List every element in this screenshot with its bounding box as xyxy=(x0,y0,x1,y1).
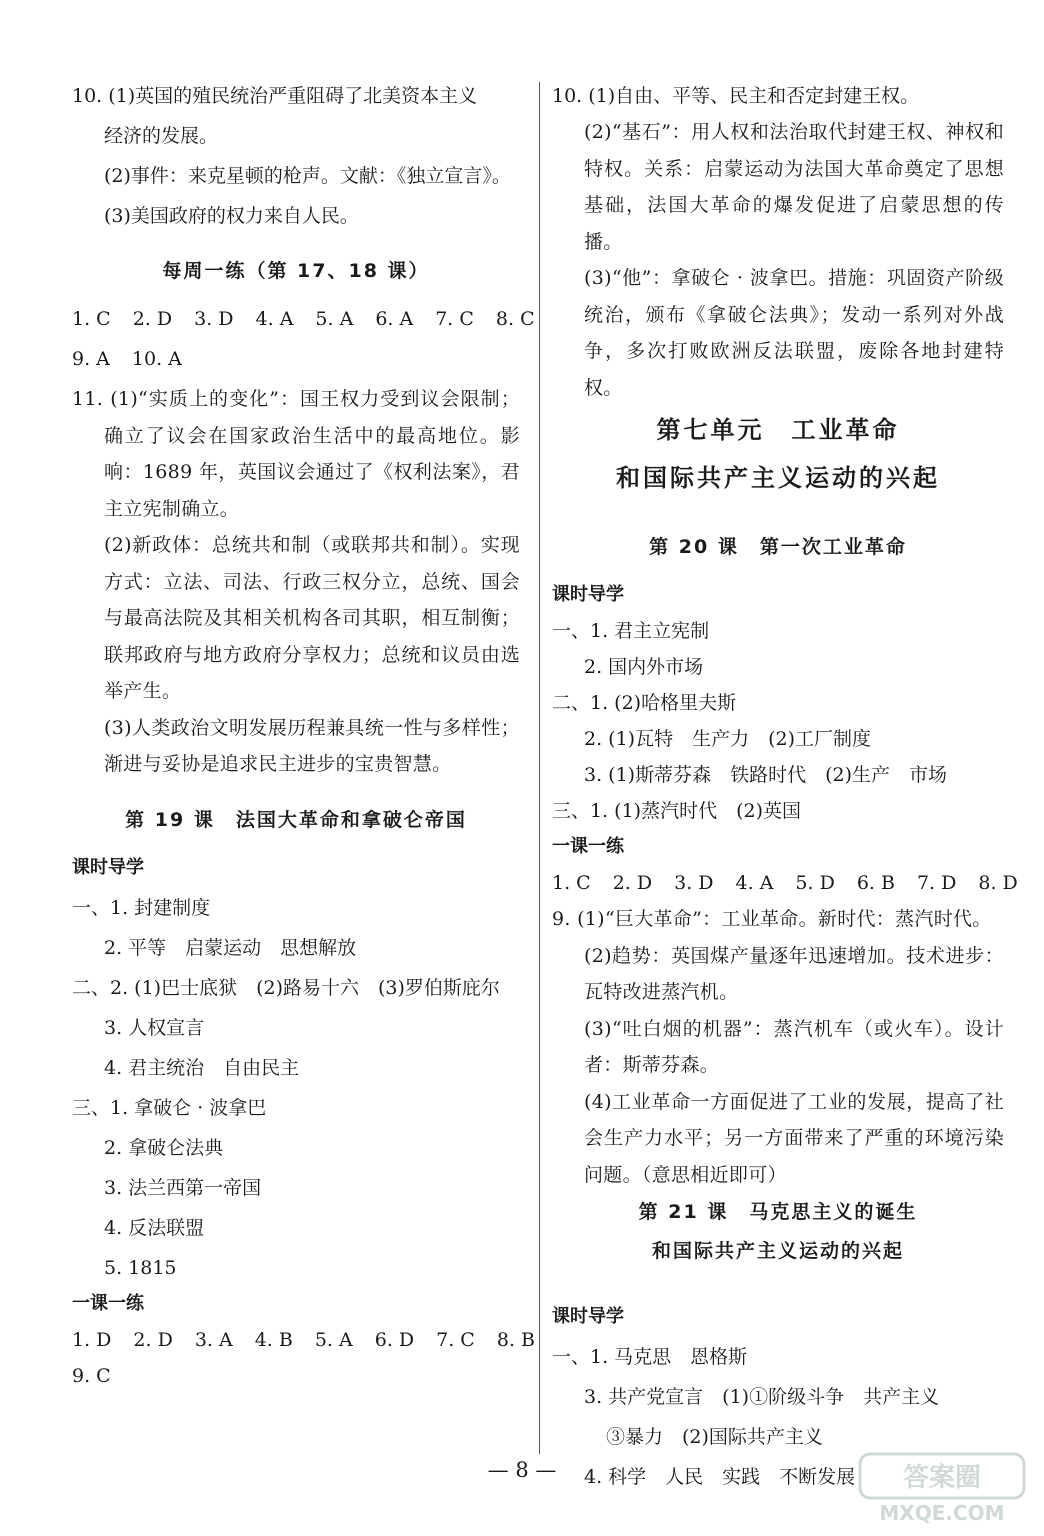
svg-text:MXQE.COM: MXQE.COM xyxy=(879,1501,1005,1525)
q10-line-3: (2)事件：来克星顿的枪声。文献：《独立宣言》。 xyxy=(104,165,511,187)
guide-item: 2. 国内外市场 xyxy=(584,656,704,678)
answer: 6. B xyxy=(856,872,895,894)
answer: 4. A xyxy=(735,872,774,894)
practice-label: 一课一练 xyxy=(72,1292,144,1314)
lesson-19-title: 第 19 课 法国大革命和拿破仑帝国 xyxy=(125,808,467,831)
answer: 8. C xyxy=(495,308,535,330)
right-column xyxy=(552,78,1018,1495)
answer: 10. A xyxy=(131,348,182,370)
q9-part-1: 9. (1)“巨大革命”：工业革命。新时代：蒸汽时代。 xyxy=(552,908,992,930)
guide-label: 课时导学 xyxy=(552,1306,624,1327)
guide-item: 三、1. (1)蒸汽时代 (2)英国 xyxy=(552,800,801,822)
left-column xyxy=(72,78,535,1394)
q9-part-4: (4)工业革命一方面促进了工业的发展，提高了社会生产力水平；另一方面带来了严重的环境污染问题。（意思相近即可） xyxy=(584,1090,1004,1186)
guide-item: 一、1. 君主立宪制 xyxy=(552,620,710,642)
guide-item: 3. (1)斯蒂芬森 铁路时代 (2)生产 市场 xyxy=(584,764,947,786)
answer: 3. A xyxy=(194,1328,233,1351)
guide-item: ③暴力 (2)国际共产主义 xyxy=(606,1426,823,1448)
answer: 7. C xyxy=(436,1328,475,1351)
q10-line-1: 10. (1)英国的殖民统治严重阻碍了北美资本主义 xyxy=(72,85,478,107)
answer: 5. A xyxy=(315,308,354,330)
answer: 3. D xyxy=(194,308,234,330)
answer: 1. C xyxy=(552,872,591,894)
answer: 7. C xyxy=(435,308,474,330)
r-q10-part-1: 10. (1)自由、平等、民主和否定封建王权。 xyxy=(552,85,920,107)
weekly-practice-title: 每周一练（第 17、18 课） xyxy=(162,260,430,282)
unit-title-line-2: 和国际共产主义运动的兴起 xyxy=(616,464,940,492)
column-divider xyxy=(539,82,540,1454)
answer: 4. A xyxy=(255,308,294,330)
r-q10-part-3: (3)“他”：拿破仑 · 波拿巴。措施：巩固资产阶级统治，颁布《拿破仑法典》；发动一系列对外战争，多次打败欧洲反法联盟，废除各地封建特权。 xyxy=(584,267,1004,399)
q10-line-2: 经济的发展。 xyxy=(104,125,219,147)
answer: 2. D xyxy=(612,872,653,894)
answer: 8. D xyxy=(978,872,1018,894)
guide-item: 一、1. 封建制度 xyxy=(72,896,211,919)
q11-part-2: (2)新政体：总统共和制（或联邦共和制）。实现方式：立法、司法、行政三权分立，总统、国会与最高法院及其相关机构各司其职，相互制衡；联邦政府与地方政府分享权力；总统和议员由选举产生。 xyxy=(104,534,520,702)
answer: 5. D xyxy=(795,872,835,894)
guide-item: 3. 法兰西第一帝国 xyxy=(104,1176,262,1199)
lesson-21-title-line-2: 和国际共产主义运动的兴起 xyxy=(651,1240,904,1262)
q9-part-3: (3)“吐白烟的机器”：蒸汽机车（或火车）。设计者：斯蒂芬森。 xyxy=(584,1017,1004,1076)
answer: 1. D xyxy=(72,1328,112,1351)
q11-part-1: 11. (1)“实质上的变化”：国王权力受到议会限制；确立了议会在国家政治生活中的最高地位。影响：1689 年，英国议会通过了《权利法案》，君主立宪制确立。 xyxy=(72,388,520,520)
answer: 2. D xyxy=(132,308,173,330)
guide-label: 课时导学 xyxy=(72,856,144,878)
guide-item: 4. 科学 人民 实践 不断发展 xyxy=(584,1466,856,1488)
guide-item: 2. 拿破仑法典 xyxy=(104,1136,224,1159)
answer: 6. A xyxy=(375,308,414,330)
guide-item: 一、1. 马克思 恩格斯 xyxy=(552,1346,748,1368)
guide-item: 3. 共产党宣言 (1)①阶级斗争 共产主义 xyxy=(584,1386,940,1408)
answer: 3. D xyxy=(674,872,714,894)
practice-label: 一课一练 xyxy=(552,836,624,857)
guide-item: 5. 1815 xyxy=(104,1256,177,1279)
practice-answers-row xyxy=(552,865,1018,901)
guide-item: 4. 反法联盟 xyxy=(104,1216,205,1239)
q11-part-3: (3)人类政治文明发展历程兼具统一性与多样性；渐进与妥协是追求民主进步的宝贵智慧。 xyxy=(104,716,520,775)
guide-item: 二、1. (2)哈格里夫斯 xyxy=(552,692,737,714)
guide-item: 二、2. (1)巴士底狱 (2)路易十六 (3)罗伯斯庇尔 xyxy=(72,976,500,999)
answer: 2. D xyxy=(133,1328,173,1351)
guide-item: 4. 君主统治 自由民主 xyxy=(104,1056,300,1079)
practice-answers-row-2: 9. C xyxy=(72,1364,111,1387)
answer: 8. B xyxy=(496,1328,535,1351)
guide-item: 2. 平等 启蒙运动 思想解放 xyxy=(104,936,357,959)
answer: 1. C xyxy=(72,308,111,330)
page-number: — 8 — xyxy=(487,1458,557,1482)
answer: 4. B xyxy=(254,1328,293,1351)
watermark-logo xyxy=(852,1448,1032,1528)
unit-title-line-1: 第七单元 工业革命 xyxy=(656,416,900,444)
answer: 6. D xyxy=(374,1328,415,1351)
lesson-21-title-line-1: 第 21 课 马克思主义的诞生 xyxy=(638,1201,918,1223)
r-q10-part-2: (2)“基石”：用人权和法治取代封建王权、神权和特权。关系：启蒙运动为法国大革命奠定了思想基础，法国大革命的爆发促进了启蒙思想的传播。 xyxy=(584,121,1004,253)
guide-item: 2. (1)瓦特 生产力 (2)工厂制度 xyxy=(584,728,871,750)
weekly-answers-row-1 xyxy=(72,301,535,337)
guide-item: 三、1. 拿破仑 · 波拿巴 xyxy=(72,1096,267,1119)
svg-text:答案圈: 答案圈 xyxy=(902,1463,982,1493)
guide-label: 课时导学 xyxy=(552,584,624,605)
practice-answers-row-1 xyxy=(72,1322,535,1358)
guide-item: 3. 人权宣言 xyxy=(104,1016,205,1039)
lesson-20-title: 第 20 课 第一次工业革命 xyxy=(649,536,907,558)
q9-part-2: (2)趋势：英国煤产量逐年迅速增加。技术进步：瓦特改进蒸汽机。 xyxy=(584,944,1004,1003)
answer: 5. A xyxy=(314,1328,353,1351)
weekly-answers-row-2 xyxy=(72,341,520,377)
q10-line-4: (3)美国政府的权力来自人民。 xyxy=(104,205,359,227)
answer: 7. D xyxy=(916,872,957,894)
answer: 9. A xyxy=(72,348,110,370)
